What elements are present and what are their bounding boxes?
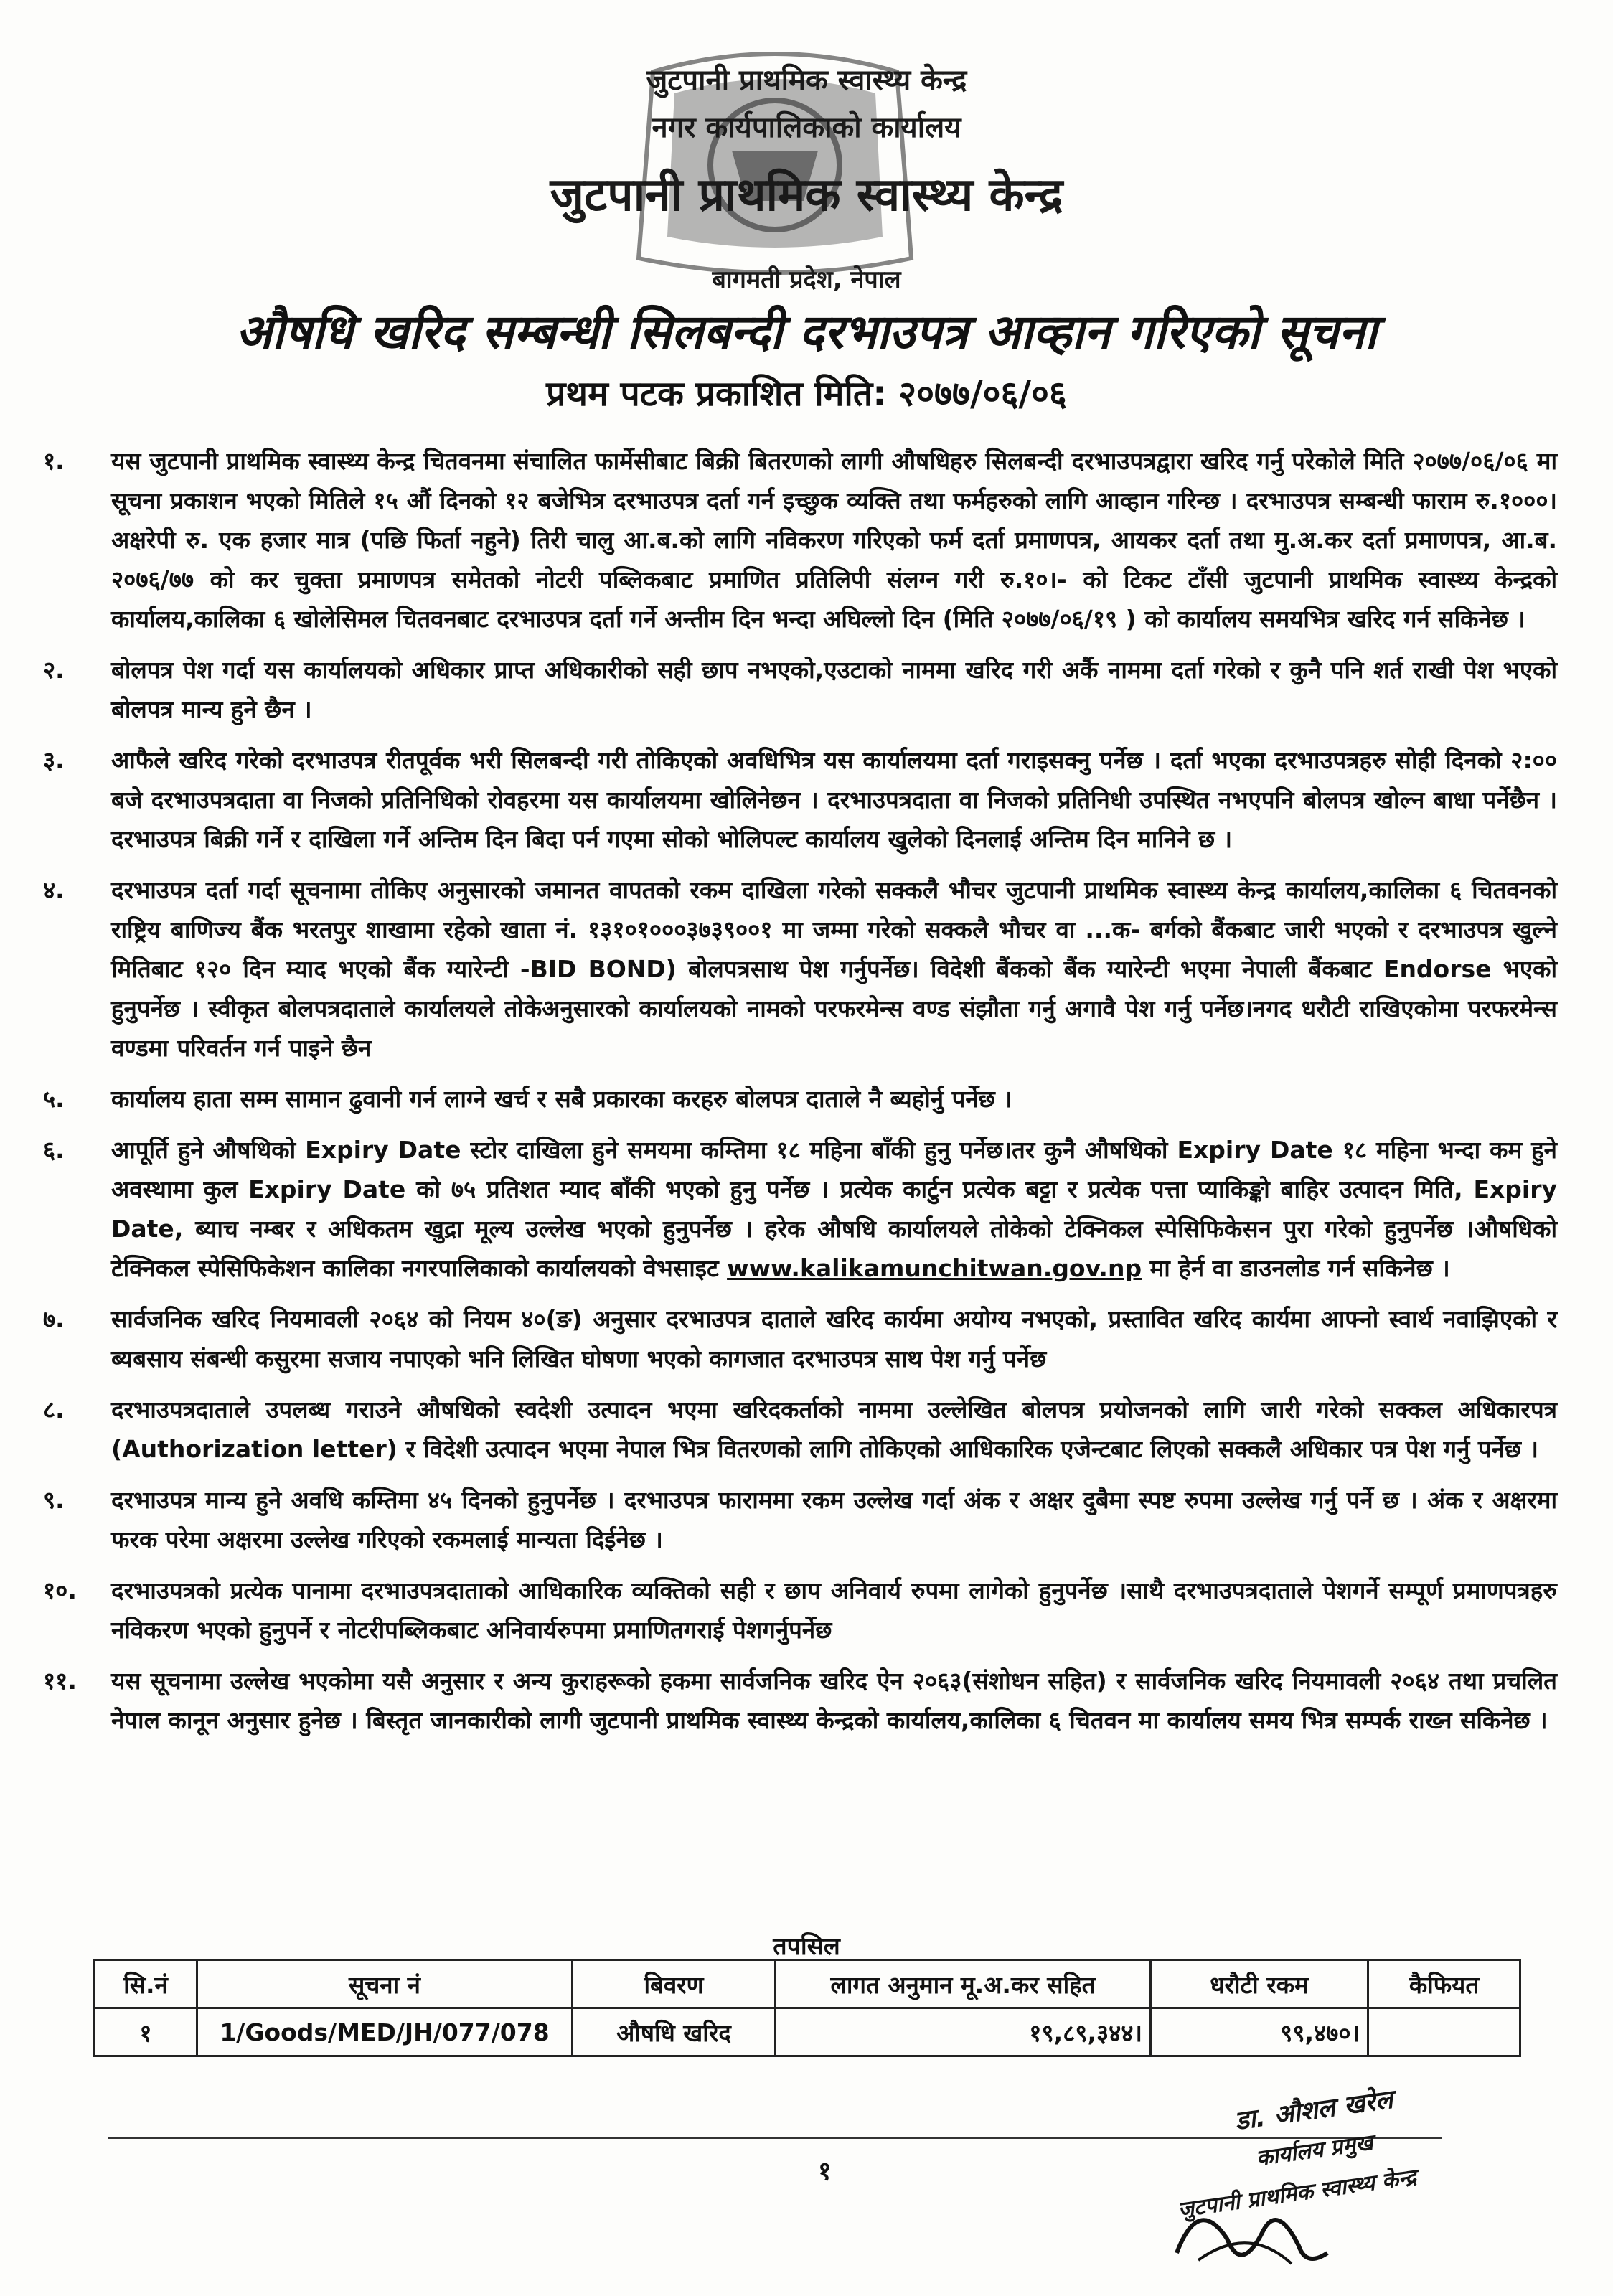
publication-date: प्रथम पटक प्रकाशित मिति: २०७७/०६/०६ xyxy=(546,374,1067,414)
table-cell: औषधि खरिद xyxy=(573,2008,776,2056)
item-number: १. xyxy=(43,447,65,475)
item-text: बोलपत्र पेश गर्दा यस कार्यालयको अधिकार प्राप्त अधिकारीको सही छाप नभएको,एउटाको नाममा खरिद गरी अर्कै नाममा दर्ता गरेको र कुनै पनि शर्त राखी पेश भएको बोलपत्र मान्य हुने छैन । xyxy=(111,656,1557,723)
list-item xyxy=(43,1480,1557,1559)
item-text: दरभाउपत्रको प्रत्येक पानामा दरभाउपत्रदाताको आधिकारिक व्यक्तिको सही र छाप अनिवार्य रुपमा लागेको हुनुपर्नेछ ।साथै दरभाउपत्रदाताले पेशगर्ने सम्पूर्ण प्रमाणपत्रहरु नविकरण भएको हुनुपर्ने र नोटरीपब्लिकबाट अनिवार्यरुपमा प्रमाणितगराई पेशगर्नुपर्नेछ xyxy=(111,1576,1557,1644)
table-row xyxy=(95,2008,1520,2056)
table-cell: १९,८९,३४४। xyxy=(776,2008,1151,2056)
schedule-table xyxy=(93,1959,1521,2057)
item-number: ३. xyxy=(43,746,65,774)
list-item xyxy=(43,1661,1557,1740)
item-text: आपूर्ति हुने औषधिको Expiry Date स्टोर दाखिला हुने समयमा कम्तिमा १८ महिना बाँकी हुनु पर्नेछ।तर कुनै औषधिको Expiry Date १८ महिना भन्दा कम हुने अवस्थामा कुल Expiry Date को ७५ प्रतिशत म्याद बाँकी भएको हुनु पर्नेछ । प्रत्येक कार्टुन प्रत्येक बट्टा र प्रत्येक पत्ता प्याकिङ्को बाहिर उत्पादन मिति, Expiry Date, ब्याच नम्बर र अधिकतम खुद्रा मूल्य उल्लेख भएको हुनुपर्नेछ । हरेक औषधि कार्यालयले तोकेको टेक्निकल स्पेसिफिकेसन पुरा गरेको हुनुपर्नेछ ।औषधिको टेक्निकल स्पेसिफिकेशन कालिका नगरपालिकाको कार्यालयको वेभसाइट xyxy=(111,1136,1557,1282)
item-text: यस सूचनामा उल्लेख भएकोमा यसै अनुसार र अन्य कुराहरूको हकमा सार्वजनिक खरिद ऐन २०६३(संशोधन सहित) र सार्वजनिक खरिद नियमावली २०६४ तथा प्रचलित नेपाल कानून अनुसार हुनेछ । बिस्तृत जानकारीको लागी जुटपानी प्राथमिक स्वास्थ्य केन्द्रको कार्यालय,कालिका ६ चितवन मा कार्यालय समय भित्र सम्पर्क राख्न सकिनेछ । xyxy=(111,1667,1557,1734)
item-text: यस जुटपानी प्राथमिक स्वास्थ्य केन्द्र चितवनमा संचालित फार्मेसीबाट बिक्री बितरणको लागी औषधिहरु सिलबन्दी दरभाउपत्रद्वारा खरिद गर्नु परेकोले मिति २०७७/०६/०६ मा सूचना प्रकाशन भएको मितिले १५ औं दिनको १२ बजेभित्र दरभाउपत्र दर्ता गर्न इच्छुक व्यक्ति तथा फर्महरुको लागि आव्हान गरिन्छ । दरभाउपत्र सम्बन्धी फाराम रु.१०००। अक्षरेपी रु. एक हजार मात्र (पछि फिर्ता नहुने) तिरी चालु आ.ब.को लागि नविकरण गरिएको फर्म दर्ता प्रमाणपत्र, आयकर दर्ता तथा मु.अ.कर दर्ता प्रमाणपत्र, आ.ब. २०७६/७७ को कर चुक्ता प्रमाणपत्र समेतको नोटरी पब्लिकबाट प्रमाणित प्रतिलिपी संलग्न गरी रु.१०।- को टिकट टाँसी जुटपानी प्राथमिक स्वास्थ्य केन्द्रको कार्यालय,कालिका ६ खोलेसिमल चितवनबाट दरभाउपत्र दर्ता गर्ने अन्तीम दिन भन्दा अघिल्लो दिन (मिति २०७७/०६/१९ ) को कार्यालय समयभित्र खरिद गर्न सकिनेछ । xyxy=(111,447,1557,633)
notice-body xyxy=(43,441,1557,1751)
item-number: ५. xyxy=(43,1085,65,1113)
signatory-office: जुटपानी प्राथमिक स्वास्थ्य केन्द्र xyxy=(1176,2164,1419,2224)
item-text-after-link: मा हेर्न वा डाउनलोड गर्न सकिनेछ । xyxy=(1149,1254,1450,1282)
item-number: ७. xyxy=(43,1305,65,1333)
list-item xyxy=(43,650,1557,729)
list-item xyxy=(43,1130,1557,1288)
column-header: बिवरण xyxy=(573,1960,776,2008)
table-header-row xyxy=(95,1960,1520,2008)
item-text: आफैले खरिद गरेको दरभाउपत्र रीतपूर्वक भरी सिलबन्दी गरी तोकिएको अवधिभित्र यस कार्यालयमा दर्ता गराइसक्नु पर्नेछ । दर्ता भएका दरभाउपत्रहरु सोही दिनको २:०० बजे दरभाउपत्रदाता वा निजको प्रतिनिधिको रोवहरमा यस कार्यालयमा खोलिनेछन । दरभाउपत्रदाता वा निजको प्रतिनिधी उपस्थित नभएपनि बोलपत्र खोल्न बाधा पर्नेछैन । दरभाउपत्र बिक्री गर्ने र दाखिला गर्ने अन्तिम दिन बिदा पर्न गएमा सोको भोलिपल्ट कार्यालय खुलेको दिनलाई अन्तिम दिन मानिने छ । xyxy=(111,746,1557,853)
list-item xyxy=(43,870,1557,1068)
item-number: ४. xyxy=(43,876,65,904)
office-line-2: नगर कार्यपालिकाको कार्यालय xyxy=(652,111,961,144)
table-cell xyxy=(1368,2008,1520,2056)
column-header: कैफियत xyxy=(1368,1960,1520,2008)
website-link[interactable]: www.kalikamunchitwan.gov.np xyxy=(727,1254,1142,1282)
item-number: ११. xyxy=(43,1667,77,1695)
item-number: १०. xyxy=(43,1576,77,1604)
list-item xyxy=(43,441,1557,639)
office-name: जुटपानी प्राथमिक स्वास्थ्य केन्द्र xyxy=(550,169,1063,222)
column-header: सूचना नं xyxy=(197,1960,573,2008)
signatory-name: डा. औशल खरेल xyxy=(1233,2084,1395,2137)
page-number: १ xyxy=(818,2157,832,2186)
office-line-1: जुटपानी प्राथमिक स्वास्थ्य केन्द्र xyxy=(646,64,967,97)
item-text: सार्वजनिक खरिद नियमावली २०६४ को नियम ४०(ङ) अनुसार दरभाउपत्र दाताले खरिद कार्यमा अयोग्य नभएको, प्रस्तावित खरिद कार्यमा आफ्नो स्वार्थ नवाझिएको र ब्यबसाय संबन्धी कसुरमा सजाय नपाएको भनि लिखित घोषणा भएको कागजात दरभाउपत्र साथ पेश गर्नु पर्नेछ xyxy=(111,1305,1557,1373)
list-item xyxy=(43,1079,1557,1119)
list-item xyxy=(43,1299,1557,1378)
item-text: दरभाउपत्रदाताले उपलब्ध गराउने औषधिको स्वदेशी उत्पादन भएमा खरिदकर्ताको नाममा उल्लेखित बोलपत्र प्रयोजनको लागि जारी गरेको सक्कल अधिकारपत्र (Authorization letter) र विदेशी उत्पादन भएमा नेपाल भित्र वितरणको लागि तोकिएको आधिकारिक एजेन्टबाट लिएको सक्कलै अधिकार पत्र पेश गर्नु पर्नेछ । xyxy=(111,1396,1557,1463)
item-text: दरभाउपत्र मान्य हुने अवधि कम्तिमा ४५ दिनको हुनुपर्नेछ । दरभाउपत्र फाराममा रकम उल्लेख गर्दा अंक र अक्षर दुबैमा स्पष्ट रुपमा उल्लेख गर्नु पर्ने छ । अंक र अक्षरमा फरक परेमा अक्षरमा उल्लेख गरिएको रकमलाई मान्यता दिईनेछ । xyxy=(111,1486,1557,1553)
office-address: बागमती प्रदेश, नेपाल xyxy=(712,265,901,294)
item-text-with-link xyxy=(111,1130,1557,1288)
column-header: लागत अनुमान मू.अ.कर सहित xyxy=(776,1960,1151,2008)
column-header: सि.नं xyxy=(95,1960,197,2008)
table-cell: ९९,४७०। xyxy=(1151,2008,1368,2056)
schedule-title: तपसिल xyxy=(773,1932,840,1961)
table-cell: 1/Goods/MED/JH/077/078 xyxy=(197,2008,573,2056)
item-number: २. xyxy=(43,656,65,684)
item-number: ९. xyxy=(43,1486,65,1514)
item-number: ६. xyxy=(43,1136,65,1164)
table-cell: १ xyxy=(95,2008,197,2056)
notice-title: औषधि खरिद सम्बन्धी सिलबन्दी दरभाउपत्र आव्हान गरिएको सूचना xyxy=(235,304,1378,359)
item-text: दरभाउपत्र दर्ता गर्दा सूचनामा तोकिए अनुसारको जमानत वापतको रकम दाखिला गरेको सक्कलै भौचर जुटपानी प्राथमिक स्वास्थ्य केन्द्र कार्यालय,कालिका ६ चितवनको राष्ट्रिय बाणिज्य बैंक भरतपुर शाखामा रहेको खाता नं. १३१०१०००३७३९००१ मा जम्मा गरेको सक्कलै भौचर वा ...क- बर्गको बैंकबाट जारी भएको र दरभाउपत्र खुल्ने मितिबाट १२० दिन म्याद भएको बैंक ग्यारेन्टी -BID BOND) बोलपत्रसाथ पेश गर्नुपर्नेछ। विदेशी बैंकको बैंक ग्यारेन्टी भएमा नेपाली बैंकबाट Endorse भएको हुनुपर्नेछ । स्वीकृत बोलपत्रदाताले कार्यालयले तोकेअनुसारको कार्यालयको नामको परफरमेन्स वण्ड संझौता गर्नु अगावै पेश गर्नु पर्नेछ।नगद धरौटी राखिएकोमा परफरमेन्स वण्डमा परिवर्तन गर्न पाइने छैन xyxy=(111,876,1557,1062)
list-item xyxy=(43,740,1557,859)
column-header: धरौटी रकम xyxy=(1151,1960,1368,2008)
item-number: ८. xyxy=(43,1396,65,1424)
item-text: कार्यालय हाता सम्म सामान ढुवानी गर्न लाग्ने खर्च र सबै प्रकारका करहरु बोलपत्र दाताले नै ब्यहोर्नु पर्नेछ । xyxy=(111,1085,1012,1113)
list-item xyxy=(43,1571,1557,1650)
signatory-title: कार्यालय प्रमुख xyxy=(1254,2130,1375,2172)
list-item xyxy=(43,1390,1557,1469)
letterhead xyxy=(0,14,1613,294)
